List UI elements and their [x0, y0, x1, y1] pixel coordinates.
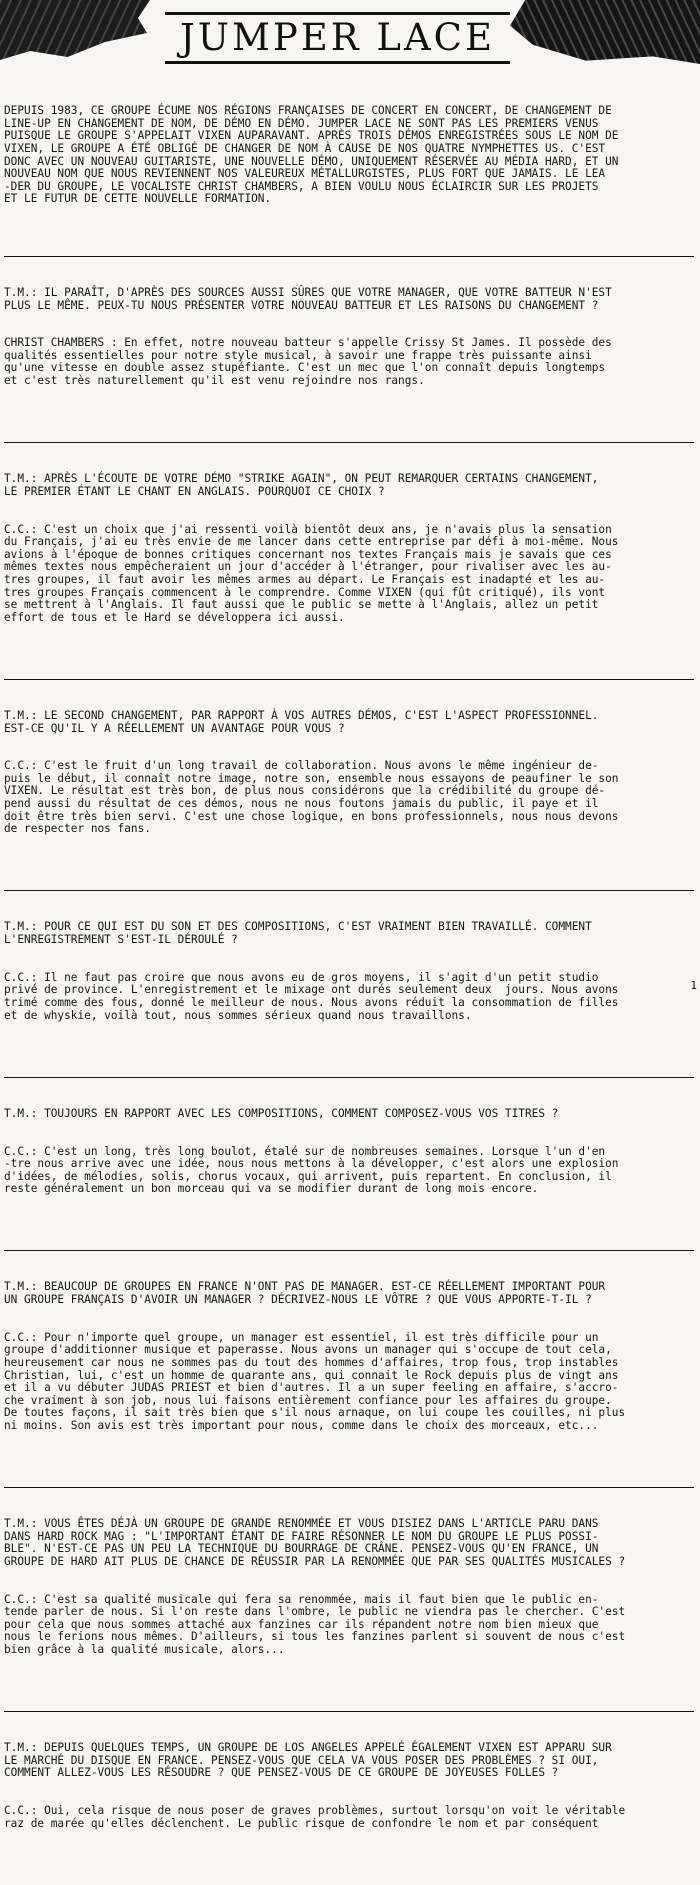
interview-block [4, 442, 694, 650]
page-title: JUMPER LACE [165, 12, 510, 64]
interview-answer: C.C.: C'est un choix que j'ai ressenti voilà bientôt deux ans, je n'avais plus la sensation du Français, j'ai eu très envie de me lancer dans cette entreprise par défi à moi-même. Nous avions à l'époque de bonnes critiques concernant nos textes Français mais je savais que ces mêmes textes nous empêcheraient un jour d'accéder à l'étranger, pour rivaliser avec les au- tres groupes, il faut avoir les mêmes armes au départ. Le Français est inadapté et les au- tres groupes Français commencent à le comprendre. Comme VIXEN (qui fût critiqué), ils vont se mettrent à l'Anglais. Il faut aussi que le public se mette à l'Anglais, allez un petit effort de tous et le Hard se développera ici aussi. [4, 522, 619, 624]
page-header [0, 0, 700, 72]
interview-question: T.M.: BEAUCOUP DE GROUPES EN FRANCE N'ONT PAS DE MANAGER. EST-CE RÉELLEMENT IMPORTANT POUR UN GROUPE FRANÇAIS D'AVOIR UN MANAGER ? DÉCRIVEZ-NOUS LE VÔTRE ? QUE VOUS APPORTE-T-IL ? [4, 1280, 606, 1307]
interview-block [4, 256, 694, 413]
interview-block [4, 679, 694, 861]
interview-block [4, 1077, 694, 1222]
interview-answer: C.C.: Il ne faut pas croire que nous avons eu de gros moyens, il s'agit d'un petit studio privé de province. L'enregistrement et le mixage ont durés seulement deux jours. Nous avons trimé comme des fous, donné le meilleur de nous. Nous avons réduit la consommation de filles et de whyskie, voilà tout, nous sommes sérieux quand nous travaillons. [4, 970, 619, 1022]
interview-question: T.M.: LE SECOND CHANGEMENT, PAR RAPPORT À VOS AUTRES DÉMOS, C'EST L'ASPECT PROFESSIONNEL. EST-CE QU'IL Y A RÉELLEMENT UN AVANTAGE POUR VOUS ? [4, 708, 599, 735]
interview-question: T.M.: TOUJOURS EN RAPPORT AVEC LES COMPOSITIONS, COMMENT COMPOSEZ-VOUS VOS TITRES ? [4, 1106, 559, 1120]
interview-answer: C.C.: Pour n'importe quel groupe, un manager est essentiel, il est très difficile pour un groupe d'additionner musique et paperasse. Nous avons un manager qui s'occupe de tout cela, heureusement car nous ne sommes pas du tout des hommes d'affaires, trop fous, trop instables Christian, lui, c'est un homme de quarante ans, qui connait le Rock depuis plus de vingt ans et il a vu débuter JUDAS PRIEST et bien d'autres. Il a un super feeling en affaire, s'accro- che vraiment à son job, nous lui faisons entièrement confiance pour les affaires du groupe. De toutes façons, il sait très bien que s'il nous arnaque, on lui coupe les couilles, ni plus ni moins. Son avis est très important pour nous, comme dans le choix des morceaux, etc... [4, 1330, 626, 1432]
torn-photo-left [0, 0, 150, 60]
interview-question: T.M.: DEPUIS QUELQUES TEMPS, UN GROUPE DE LOS ANGELES APPELÉ ÉGALEMENT VIXEN EST APPARU SUR LE MARCHÉ DU DISQUE EN FRANCE. PENSEZ-VOUS QUE CELA VA VOUS POSER DES PROBLÈMES ? SI OUI, COMMENT ALLEZ-VOUS LES RÉSOUDRE ? QUE PENSEZ-VOUS DE CE GROUPE DE JOYEUSES FOLLES ? [4, 1741, 612, 1780]
interview-block [4, 1711, 694, 1856]
interview-answer: C.C.: Oui, cela risque de nous poser de graves problèmes, surtout lorsqu'on voit le véritable raz de marée qu'elles déclenchent. Le public risque de confondre le nom et par conséquent [4, 1804, 626, 1830]
interview-answer: C.C.: C'est le fruit d'un long travail de collaboration. Nous avons le même ingénieur de- puis le début, il connaît notre image, notre son, ensemble nous essayons de peaufiner le son VIXEN. Le résultat est très bon, de plus nous considérons que la crédibilité du groupe dé- pend aussi du résultat de ces démos, nous ne nous foutons jamais du public, il paye et il doit être très bien servi. C'est une chose logique, en bons professionnels, nous nous devons de respecter nos fans. [4, 759, 619, 836]
interview-block [4, 1250, 694, 1458]
interview-question: T.M.: IL PARAÎT, D'APRÈS DES SOURCES AUSSI SÛRES QUE VOTRE MANAGER, QUE VOTRE BATTEUR N'EST PLUS LE MÊME. PEUX-TU NOUS PRÉSENTER VOTRE NOUVEAU BATTEUR ET LES RAISONS DU CHANGEMENT ? [4, 285, 612, 312]
intro-paragraph: DEPUIS 1983, CE GROUPE ÉCUME NOS RÉGIONS FRANÇAISES DE CONCERT EN CONCERT, DE CHANGEMENT DE LINE-UP EN CHANGEMENT DE NOM, DE DÉMO EN DÉMO. JUMPER LACE NE SONT PAS LES PREMIERS VENUS PUISQUE LE GROUPE S'APPELAIT VIXEN AUPARAVANT. APRÈS TROIS DÉMOS ENREGISTRÉES SOUS LE NOM DE VIXEN, LE GROUPE A ÉTÉ OBLIGÉ DE CHANGER DE NOM À CAUSE DE NOS QUATRE NYMPHETTES US. C'EST DONC AVEC UN NOUVEAU GUITARISTE, UNE NOUVELLE DÉMO, UNIQUEMENT RÉSERVÉE AU MÉDIA HARD, ET UN NOUVEAU NOM QUE NOUS REVIENNENT NOS VALEUREUX MÉTALLURGISTES, PLUS FORT QUE JAMAIS. LE LEA -DER DU GROUPE, LE VOCALISTE CHRIST CHAMBERS, A BIEN VOULU NOUS ÉCLAIRCIR SUR LES PROJETS ET LE FUTUR DE CETTE NOUVELLE FORMATION. [4, 104, 619, 206]
torn-photo-right [510, 0, 700, 64]
interview-answer: C.C.: C'est sa qualité musicale qui fera sa renommée, mais il faut bien que le public en- tende parler de nous. Si l'on reste dans l'ombre, le public ne viendra pas le chercher. C'est pour cela que nous sommes attaché aux fanzines car ils répandent notre nom bien mieux que nous le ferions nous mêmes. D'ailleurs, si tous les fanzines parlent si souvent de nous c'est bien grâce à la qualité musicale, alors... [4, 1592, 626, 1657]
article-body [4, 80, 694, 1885]
interview-question: T.M.: APRÈS L'ÉCOUTE DE VOTRE DÉMO "STRIKE AGAIN", ON PEUT REMARQUER CERTAINS CHANGEMENT, LE PREMIER ÉTANT LE CHANT EN ANGLAIS. POURQUOI CE CHOIX ? [4, 472, 599, 498]
interview-answer: CHRIST CHAMBERS : En effet, notre nouveau batteur s'appelle Crissy St James. Il possède des qualités essentielles pour notre style musical, à savoir une frappe très puissante ainsi qu'une vitesse en double assez stupéfiante. C'est un mec que l'on connaît depuis longtemps et c'est très naturellement qu'il est venu rejoindre nos rangs. [4, 336, 612, 388]
interview-question: T.M.: POUR CE QUI EST DU SON ET DES COMPOSITIONS, C'EST VRAIMENT BIEN TRAVAILLÉ. COMMENT L'ENREGISTREMENT S'EST-IL DÉROULÉ ? [4, 920, 592, 946]
interview-block [4, 1487, 694, 1682]
page-number: 1 [690, 979, 697, 992]
interview-block [4, 890, 694, 1047]
interview-answer: C.C.: C'est un long, très long boulot, étalé sur de nombreuses semaines. Lorsque l'un d'en -tre nous arrive avec une idée, nous nous mettons à la développer, c'est alors une explosion d'idées, de mélodies, solis, chorus vocaux, qui arrivent, puis repartent. En conclusion, il reste généralement un bon morceau qui va se modifier durant de long mois encore. [4, 1144, 619, 1196]
interview-question: T.M.: VOUS ÊTES DÉJÀ UN GROUPE DE GRANDE RENOMMÉE ET VOUS DISIEZ DANS L'ARTICLE PARU DANS DANS HARD ROCK MAG : "L'IMPORTANT ÉTANT DE FAIRE RÉSONNER LE NOM DU GROUPE LE PLUS POSSI- BLE". N'EST-CE PAS UN PEU LA TECHNIQUE DU BOURRAGE DE CRÂNE. PENSEZ-VOUS QU'EN FRANCE, UN GROUPE DE HARD AIT PLUS DE CHANCE DE RÉUSSIR PAR LA RENOMMÉE QUE PAR SES QUALITÉS MUSICALES ? [4, 1517, 626, 1568]
